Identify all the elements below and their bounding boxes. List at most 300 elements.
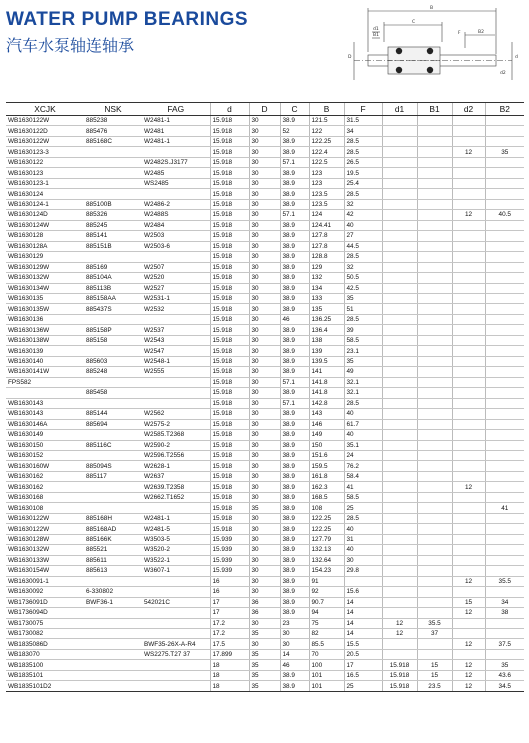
table-cell: 35 [249, 628, 280, 638]
table-row [6, 293, 524, 303]
table-row [6, 398, 524, 408]
table-cell: 15.918 [210, 346, 249, 356]
table-cell [485, 524, 524, 534]
table-cell: WB1630124-1 [6, 199, 84, 209]
table-cell: WB1630122W [6, 513, 84, 523]
table-row [6, 157, 524, 167]
table-cell: 42 [344, 210, 382, 220]
table-cell: 28.5 [344, 398, 382, 408]
table-cell: 885613 [84, 566, 142, 576]
table-cell: 38.9 [280, 241, 309, 251]
table-cell [84, 681, 142, 691]
table-cell: 38.9 [280, 189, 309, 199]
table-cell: WB1835101 [6, 670, 84, 680]
table-cell [142, 189, 210, 199]
table-cell: 15.939 [210, 566, 249, 576]
table-cell: WB1630139 [6, 346, 84, 356]
table-cell [344, 576, 382, 586]
table-row [6, 210, 524, 220]
column-header: d1 [382, 103, 417, 116]
table-cell: 14 [344, 608, 382, 618]
table-cell: 30 [249, 419, 280, 429]
table-cell [142, 252, 210, 262]
table-cell [382, 649, 417, 659]
table-cell [382, 304, 417, 314]
column-header: B1 [417, 103, 452, 116]
table-cell [452, 136, 485, 146]
table-cell: 38.9 [280, 220, 309, 230]
table-cell [382, 367, 417, 377]
table-cell: 542021C [142, 597, 210, 607]
table-cell: 38.9 [280, 670, 309, 680]
table-cell: 30 [249, 576, 280, 586]
table-cell [84, 618, 142, 628]
table-cell: 161.8 [309, 471, 344, 481]
table-cell: 30 [249, 178, 280, 188]
table-cell: 134 [309, 283, 344, 293]
table-cell: 43.6 [485, 670, 524, 680]
table-cell [485, 335, 524, 345]
table-cell [84, 314, 142, 324]
label-b2: B2 [478, 30, 484, 35]
table-cell: WB1730082 [6, 628, 84, 638]
table-cell [382, 430, 417, 440]
table-cell: FPS582 [6, 377, 84, 387]
table-cell [417, 262, 452, 272]
table-cell [382, 293, 417, 303]
label-b: B [430, 6, 434, 11]
table-cell [417, 482, 452, 492]
table-cell: 150 [309, 440, 344, 450]
table-cell: 16 [210, 587, 249, 597]
table-cell: 17.899 [210, 649, 249, 659]
table-cell: 17 [344, 660, 382, 670]
table-cell: 34 [485, 597, 524, 607]
table-cell: 14 [344, 628, 382, 638]
table-cell: 17 [210, 608, 249, 618]
table-row [6, 388, 524, 398]
table-cell: WB1630122W [6, 524, 84, 534]
table-row [6, 513, 524, 523]
table-cell [417, 545, 452, 555]
table-cell: 30 [249, 335, 280, 345]
table-cell: 885168H [84, 513, 142, 523]
table-cell: WB1630138W [6, 335, 84, 345]
table-cell [452, 492, 485, 502]
table-cell: W2662.T1652 [142, 492, 210, 502]
table-cell [485, 451, 524, 461]
table-cell: 15.918 [210, 189, 249, 199]
table-cell: 38.9 [280, 409, 309, 419]
table-cell: 38.9 [280, 461, 309, 471]
table-cell [417, 566, 452, 576]
table-cell: W2537 [142, 325, 210, 335]
table-cell [452, 325, 485, 335]
table-row [6, 419, 524, 429]
table-cell: 32.1 [344, 388, 382, 398]
table-cell [452, 398, 485, 408]
table-cell [382, 388, 417, 398]
table-cell: 139.5 [309, 356, 344, 366]
table-cell: 38.9 [280, 168, 309, 178]
table-cell [417, 367, 452, 377]
table-row [6, 262, 524, 272]
table-cell [452, 524, 485, 534]
table-cell [452, 241, 485, 251]
table-cell: 15.918 [210, 451, 249, 461]
table-cell: 15.918 [210, 210, 249, 220]
table-cell: WB1630135 [6, 293, 84, 303]
table-cell: 12 [382, 618, 417, 628]
table-cell: 30 [249, 587, 280, 597]
table-cell [452, 471, 485, 481]
table-cell: 15 [417, 670, 452, 680]
table-cell: 122.25 [309, 524, 344, 534]
table-row [6, 283, 524, 293]
table-cell: 30 [249, 461, 280, 471]
table-cell: 38.9 [280, 419, 309, 429]
table-cell: 38.9 [280, 587, 309, 597]
table-cell: 30 [249, 283, 280, 293]
table-cell: 57.1 [280, 377, 309, 387]
table-cell: 23.1 [344, 346, 382, 356]
table-cell [485, 116, 524, 126]
table-cell: 12 [452, 639, 485, 649]
table-cell [485, 471, 524, 481]
table-cell: 15.918 [210, 471, 249, 481]
table-cell [485, 398, 524, 408]
table-cell [452, 199, 485, 209]
table-cell: 35.5 [485, 576, 524, 586]
table-cell: 885238 [84, 116, 142, 126]
table-cell: WB1630122W [6, 136, 84, 146]
table-cell [382, 262, 417, 272]
table-cell: 38.9 [280, 597, 309, 607]
table-cell [417, 608, 452, 618]
table-cell: WB1630124 [6, 189, 84, 199]
table-cell: 108 [309, 503, 344, 513]
table-cell: 38.9 [280, 116, 309, 126]
table-cell: 885521 [84, 545, 142, 555]
table-cell: 162.3 [309, 482, 344, 492]
table-cell [84, 377, 142, 387]
table-cell [452, 555, 485, 565]
table-cell: W2585.T2368 [142, 430, 210, 440]
table-cell: 15.918 [210, 126, 249, 136]
table-cell: 38.9 [280, 136, 309, 146]
table-cell: 151.6 [309, 451, 344, 461]
table-row [6, 681, 524, 691]
table-cell: 15.918 [210, 116, 249, 126]
column-header: d [210, 103, 249, 116]
table-cell: 885168C [84, 136, 142, 146]
table-cell [452, 503, 485, 513]
table-row [6, 471, 524, 481]
table-cell: 885158AA [84, 293, 142, 303]
table-cell: 35 [485, 660, 524, 670]
table-cell: WB1630092 [6, 587, 84, 597]
table-cell [382, 419, 417, 429]
table-cell: WB1736094D [6, 608, 84, 618]
table-cell [382, 283, 417, 293]
table-cell: 15.918 [382, 681, 417, 691]
table-cell: 92 [309, 587, 344, 597]
table-cell: 885158P [84, 325, 142, 335]
table-cell [417, 377, 452, 387]
table-cell: 15.918 [210, 304, 249, 314]
table-cell [84, 451, 142, 461]
table-row [6, 220, 524, 230]
table-cell [417, 189, 452, 199]
table-cell: 38.9 [280, 231, 309, 241]
table-cell: 168.5 [309, 492, 344, 502]
table-cell: 15.918 [210, 199, 249, 209]
table-cell: BWF36-1 [84, 597, 142, 607]
table-cell: 16.5 [344, 670, 382, 680]
table-cell: 128.8 [309, 252, 344, 262]
table-cell [382, 377, 417, 387]
table-cell: 30 [249, 513, 280, 523]
table-cell [382, 398, 417, 408]
table-cell: 101 [309, 670, 344, 680]
table-cell [485, 283, 524, 293]
table-cell: 15.918 [382, 670, 417, 680]
table-cell [452, 587, 485, 597]
table-cell [452, 220, 485, 230]
table-cell: 91 [309, 576, 344, 586]
table-cell: WB1630129W [6, 262, 84, 272]
table-cell: W2507 [142, 262, 210, 272]
table-cell: 24 [344, 451, 382, 461]
table-cell: 15.918 [210, 524, 249, 534]
table-cell [382, 534, 417, 544]
table-cell: 123.5 [309, 189, 344, 199]
table-cell [452, 252, 485, 262]
table-cell [452, 283, 485, 293]
table-cell [142, 388, 210, 398]
column-header: NSK [84, 103, 142, 116]
table-cell [417, 126, 452, 136]
table-cell [142, 608, 210, 618]
table-cell [485, 388, 524, 398]
table-cell [417, 451, 452, 461]
table-cell: 38.9 [280, 451, 309, 461]
table-cell: 35 [249, 681, 280, 691]
table-cell: 12 [452, 482, 485, 492]
table-cell: 15.918 [210, 314, 249, 324]
table-cell: 38.9 [280, 388, 309, 398]
table-cell: W3503-5 [142, 534, 210, 544]
table-cell [485, 189, 524, 199]
table-cell: 885169 [84, 262, 142, 272]
table-cell: 35 [249, 503, 280, 513]
table-cell: WB1630132W [6, 545, 84, 555]
table-cell [452, 346, 485, 356]
table-cell [485, 273, 524, 283]
label-c: C [412, 20, 416, 25]
table-cell: W2488S [142, 210, 210, 220]
table-cell [142, 618, 210, 628]
table-cell: 38.9 [280, 273, 309, 283]
table-cell: 15.918 [210, 409, 249, 419]
table-row [6, 409, 524, 419]
table-cell: 41 [344, 482, 382, 492]
table-row [6, 628, 524, 638]
table-cell [417, 524, 452, 534]
table-cell: WB1736091D [6, 597, 84, 607]
table-cell: WB1630122D [6, 126, 84, 136]
table-cell: 14 [280, 649, 309, 659]
table-cell [485, 126, 524, 136]
table-cell [452, 461, 485, 471]
table-cell: 25 [344, 681, 382, 691]
table-cell: W2628-1 [142, 461, 210, 471]
table-cell: 40 [344, 220, 382, 230]
table-cell: W2481 [142, 126, 210, 136]
table-cell: 15.918 [210, 503, 249, 513]
table-cell: 38.9 [280, 430, 309, 440]
table-cell [417, 210, 452, 220]
table-row [6, 639, 524, 649]
table-cell: 101 [309, 681, 344, 691]
table-cell: 885144 [84, 409, 142, 419]
table-cell [84, 628, 142, 638]
table-row [6, 126, 524, 136]
table-cell: 30 [249, 471, 280, 481]
table-cell: 38.9 [280, 147, 309, 157]
table-cell: WB1630091-1 [6, 576, 84, 586]
table-cell: 85.5 [309, 639, 344, 649]
table-cell: WB1630162 [6, 471, 84, 481]
table-cell [84, 168, 142, 178]
table-cell: 30 [249, 116, 280, 126]
table-cell: 37.5 [485, 639, 524, 649]
table-cell: 122 [309, 126, 344, 136]
table-cell: 15.918 [210, 419, 249, 429]
table-cell: 42.5 [344, 283, 382, 293]
table-cell [417, 398, 452, 408]
table-cell [452, 262, 485, 272]
table-cell: 35 [249, 649, 280, 659]
table-cell: 30 [249, 189, 280, 199]
table-cell [485, 482, 524, 492]
table-cell: 30 [249, 325, 280, 335]
table-cell: W2481-1 [142, 116, 210, 126]
table-cell [382, 346, 417, 356]
table-cell [142, 377, 210, 387]
table-cell: WB1630143 [6, 409, 84, 419]
table-cell: WB1630129 [6, 252, 84, 262]
table-cell [417, 587, 452, 597]
table-cell: 885168AD [84, 524, 142, 534]
table-cell: 38.9 [280, 492, 309, 502]
table-cell: WB1630134W [6, 283, 84, 293]
table-cell: 40 [344, 409, 382, 419]
table-cell [452, 649, 485, 659]
table-row [6, 482, 524, 492]
table-cell: WB1630122W [6, 116, 84, 126]
table-cell [452, 430, 485, 440]
table-cell: 30 [249, 220, 280, 230]
table-cell: 885151B [84, 241, 142, 251]
table-cell: 122.5 [309, 157, 344, 167]
table-row [6, 555, 524, 565]
column-header: B [309, 103, 344, 116]
table-cell: 885117 [84, 471, 142, 481]
table-row [6, 241, 524, 251]
table-cell [485, 461, 524, 471]
table-cell [382, 335, 417, 345]
table-cell: 12 [452, 576, 485, 586]
table-cell: 38.9 [280, 503, 309, 513]
table-cell: 139 [309, 346, 344, 356]
table-cell: 885166K [84, 534, 142, 544]
table-cell: 132.64 [309, 555, 344, 565]
table-cell [382, 116, 417, 126]
table-cell: 15.918 [210, 283, 249, 293]
table-cell: 30 [249, 482, 280, 492]
table-cell: 885694 [84, 419, 142, 429]
table-cell [382, 147, 417, 157]
table-cell: 141.8 [309, 388, 344, 398]
table-cell: W2562 [142, 409, 210, 419]
table-cell: 94 [309, 608, 344, 618]
table-cell: 32.1 [344, 377, 382, 387]
header-row [6, 103, 524, 116]
table-cell: 30 [249, 252, 280, 262]
table-cell: 30 [249, 367, 280, 377]
table-cell: 38.9 [280, 367, 309, 377]
table-cell: W2503-6 [142, 241, 210, 251]
table-cell [485, 555, 524, 565]
column-header: d2 [452, 103, 485, 116]
table-cell [382, 576, 417, 586]
table-cell [382, 189, 417, 199]
table-cell: 30 [249, 555, 280, 565]
table-cell [485, 377, 524, 387]
table-cell: WB1630152 [6, 451, 84, 461]
table-cell: 30 [249, 126, 280, 136]
table-cell: 61.7 [344, 419, 382, 429]
table-cell: 28.5 [344, 513, 382, 523]
table-row [6, 335, 524, 345]
table-cell [485, 513, 524, 523]
table-cell: WB1835101D2 [6, 681, 84, 691]
table-cell: 15.918 [382, 660, 417, 670]
table-cell [485, 430, 524, 440]
table-body [6, 116, 524, 692]
table-cell [382, 503, 417, 513]
table-cell: W2575-2 [142, 419, 210, 429]
table-cell: 885158 [84, 335, 142, 345]
column-header: B2 [485, 103, 524, 116]
table-cell: 38.9 [280, 335, 309, 345]
table-cell [382, 471, 417, 481]
table-cell: 39 [344, 325, 382, 335]
table-cell: 15.918 [210, 430, 249, 440]
table-cell: 30 [249, 566, 280, 576]
table-cell: 885248 [84, 367, 142, 377]
table-cell: 127.8 [309, 241, 344, 251]
table-cell: 35 [344, 293, 382, 303]
table-cell [417, 136, 452, 146]
table-cell: WS2485 [142, 178, 210, 188]
table-cell [417, 461, 452, 471]
table-cell: 141 [309, 367, 344, 377]
table-cell: W2486-2 [142, 199, 210, 209]
table-cell: 154.23 [309, 566, 344, 576]
column-header: FAG [142, 103, 210, 116]
